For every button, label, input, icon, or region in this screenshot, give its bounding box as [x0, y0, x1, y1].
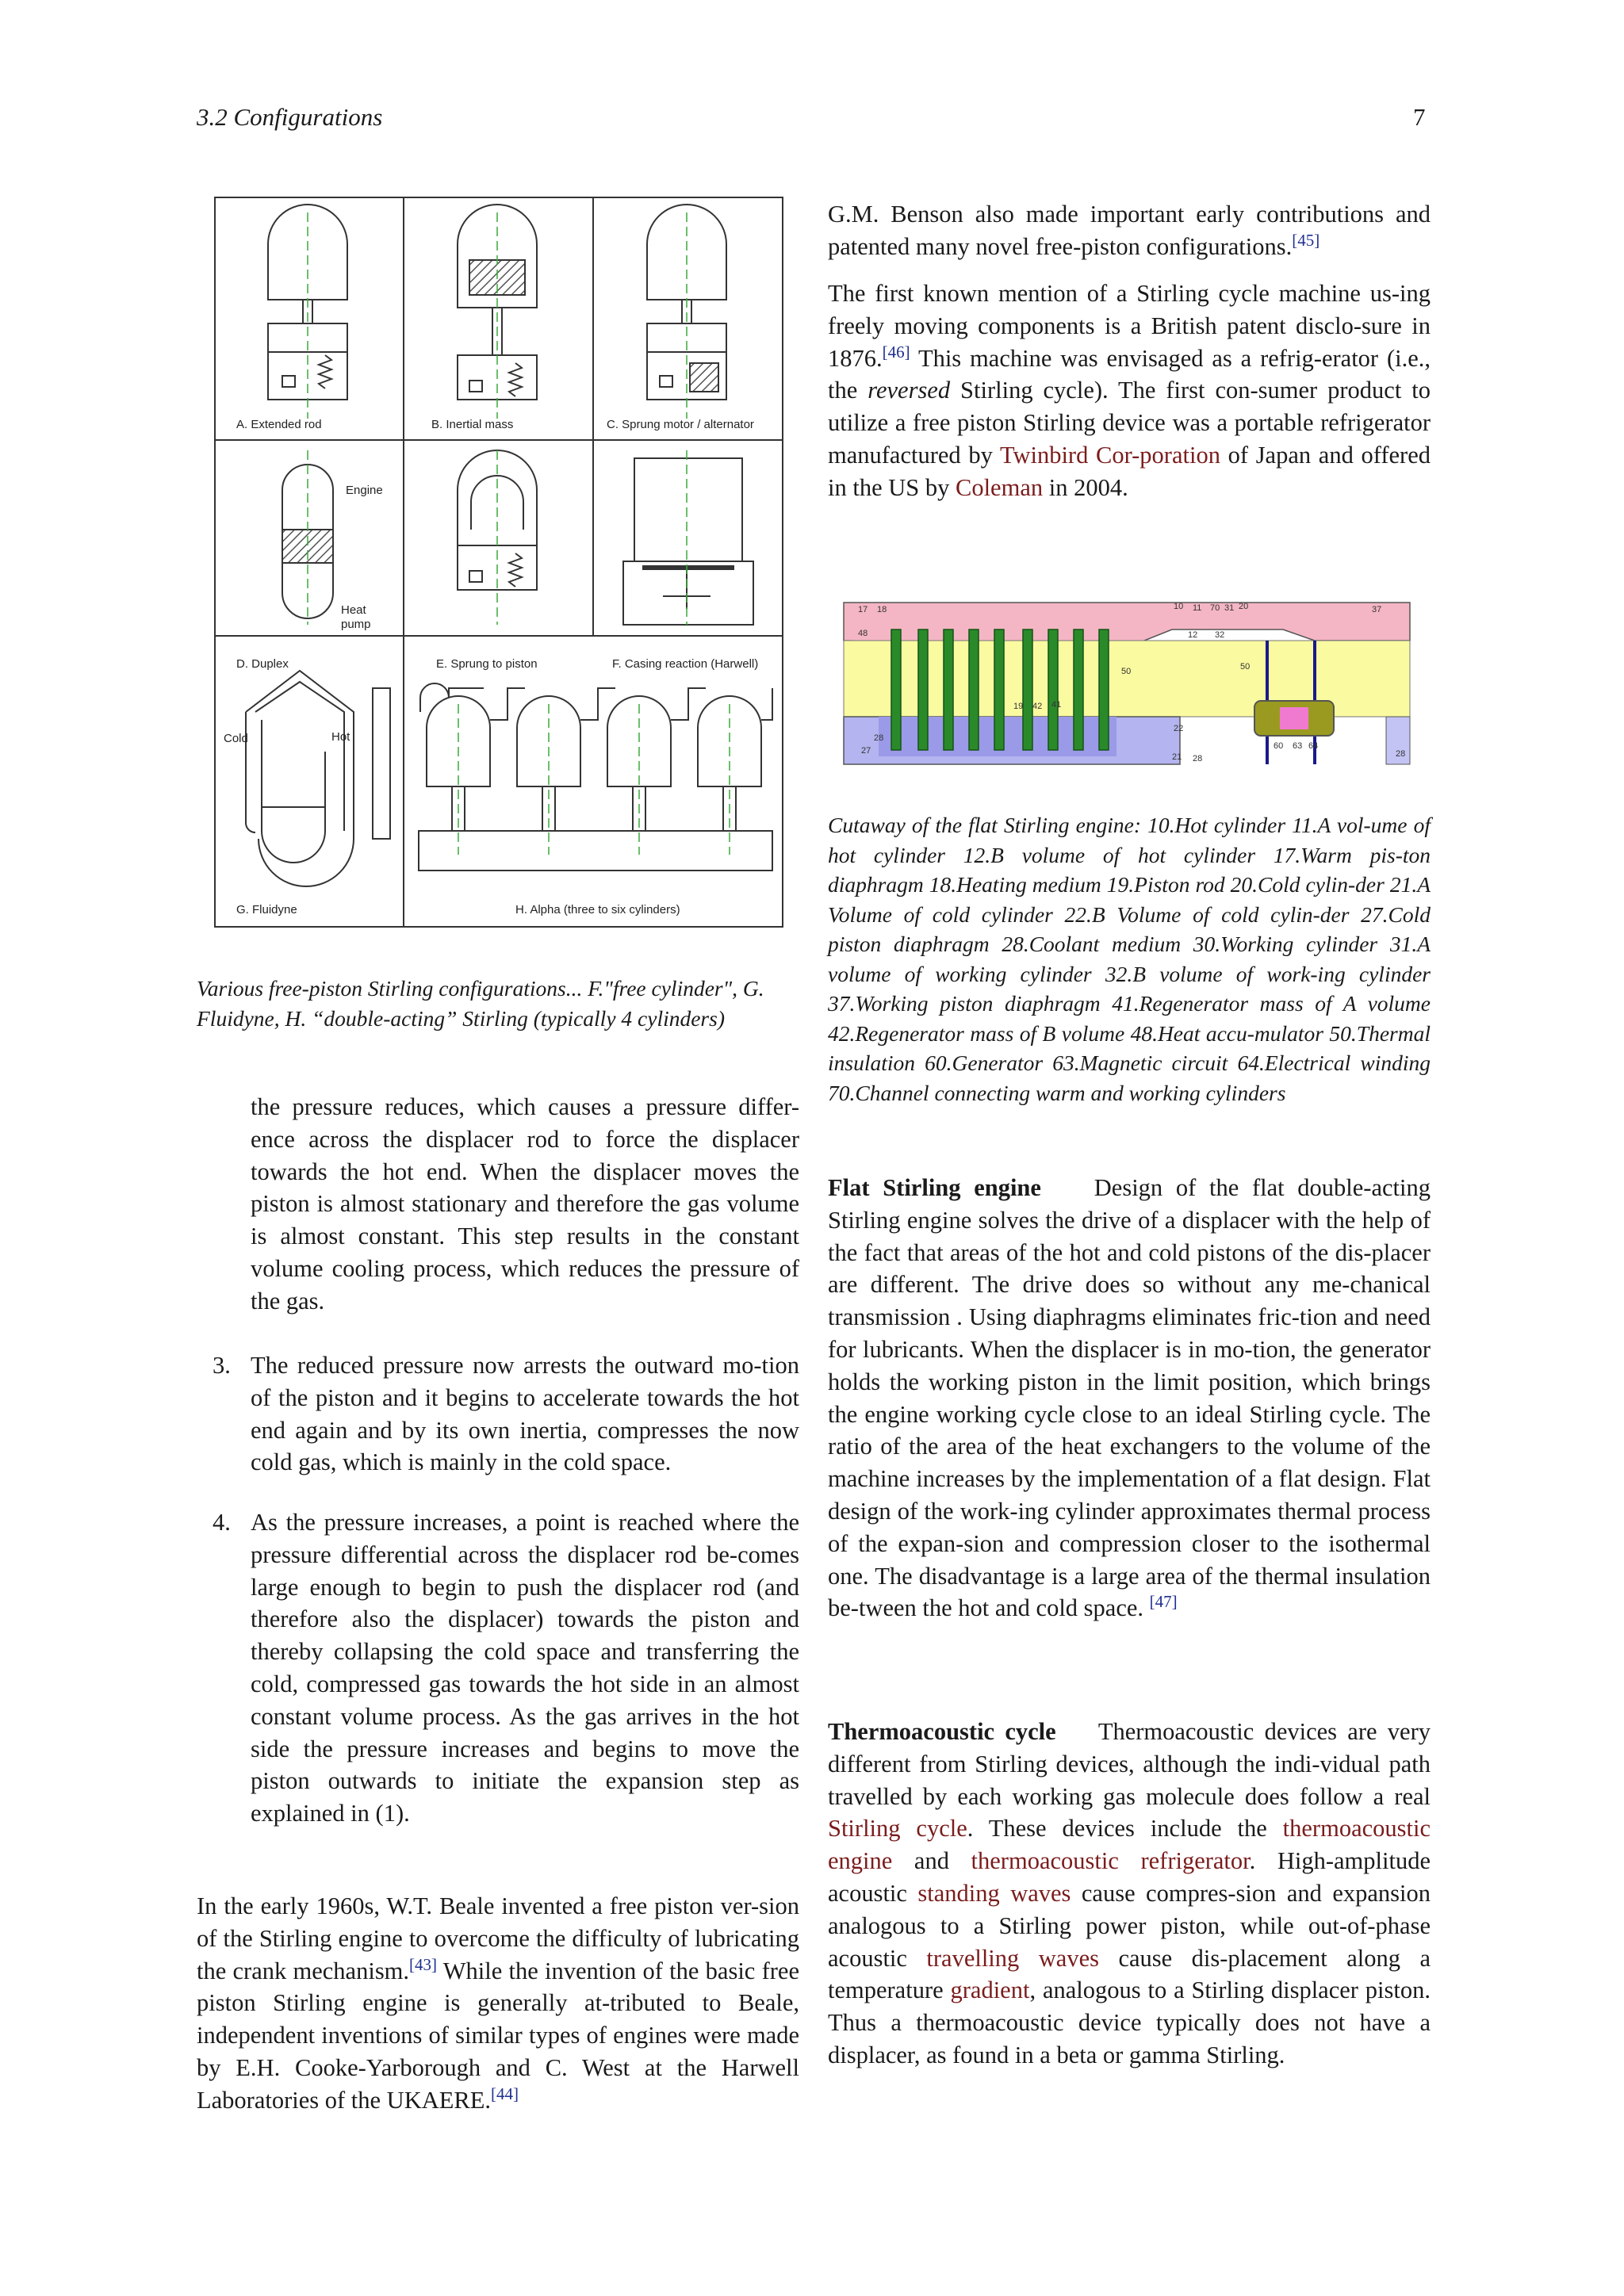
benson-text: G.M. Benson also made important early contributions and patented many novel free-piston configurations.	[828, 201, 1431, 260]
part-number-18: 18	[877, 605, 887, 614]
part-number-50b: 50	[1240, 662, 1251, 672]
thermoacoustic-text-1: Thermoacoustic devices are very different from Stirling devices, although the indi-vidual path travelled by each working gas molecule does follow a real	[828, 1718, 1431, 1810]
citation-44[interactable]: [44]	[490, 2084, 519, 2103]
list-number: 3.	[213, 1352, 231, 1379]
page-number: 7	[1413, 103, 1426, 131]
config-g-hot-label: Hot	[331, 730, 350, 744]
thermoacoustic-text-6: cause dis-placement along a temperature	[828, 1944, 1431, 2004]
first-mention-text-5: in 2004.	[1043, 473, 1128, 501]
part-number-11: 11	[1193, 603, 1202, 613]
citation-45[interactable]: [45]	[1292, 230, 1320, 250]
free-piston-configurations-figure	[214, 197, 783, 928]
config-a-label: A. Extended rod	[236, 418, 322, 431]
list-item-3	[213, 1349, 799, 1479]
list-item-4	[213, 1506, 799, 1830]
thermoacoustic-text-3: and	[892, 1847, 971, 1875]
list-text: The reduced pressure now arrests the outward mo-tion of the piston and it begins to accelerate towards the hot end again and by its own inertia, compresses the now cold gas, which is mainly in the cold space.	[251, 1352, 799, 1476]
link-travelling-waves[interactable]: travelling waves	[926, 1944, 1099, 1972]
part-number-50a: 50	[1121, 667, 1132, 676]
part-number-32: 32	[1215, 630, 1225, 640]
list-item-2-continuation: the pressure reduces, which causes a pressure differ-ence across the displacer rod to force the displacer towards the hot end. When the displacer moves the piston is almost stationary and therefore the gas volume is almost constant. This step results in the constant volume cooling process, which reduces the pressure of the gas.	[251, 1093, 799, 1314]
citation-46[interactable]: [46]	[882, 342, 910, 362]
first-mention-text-4: of Japan and offered in the US by	[828, 441, 1431, 501]
flat-stirling-heading: Flat Stirling engine	[828, 1174, 1041, 1201]
flat-stirling-text: Design of the flat double-acting Stirling engine solves the drive of a displacer with the help of the fact that areas of the hot and cold pistons of the dis-placer are different. The drive does so without any me-chanical transmission . Using diaphragms eliminates fric-tion and need for lubricants. When the displacer is in mo-tion, the generator holds the working piston in the limit position, which brings the engine working cycle close to an ideal Stirling cycle. The ratio of the area of the heat exchangers to the volume of the machine increases by the implementation of a flat design. Flat design of the work-ing cylinder approximates thermal process of the expan-sion and compression closer to the isothermal one. The disadvantage is a large area of the thermal insulation be-tween the hot and cold space.	[828, 1174, 1431, 1622]
thermoacoustic-heading: Thermoacoustic cycle	[828, 1718, 1056, 1745]
first-mention-text-2: This machine was envisaged as a refrig-erator (i.e., the	[828, 344, 1431, 404]
link-twinbird-corporation[interactable]: Twinbird Cor-poration	[999, 441, 1220, 469]
beale-text-1: In the early 1960s, W.T. Beale invented a free piston ver-sion of the Stirling engine to overcome the difficulty of lubricating the crank mechanism.	[197, 1892, 799, 1984]
citation-43[interactable]: [43]	[409, 1954, 438, 1974]
config-f-label: F. Casing reaction (Harwell)	[612, 657, 759, 671]
emphasis-reversed: reversed	[868, 377, 951, 404]
beale-paragraph	[197, 1890, 799, 2117]
part-number-20: 20	[1239, 602, 1249, 611]
part-number-70: 70	[1210, 603, 1220, 613]
list-text: As the pressure increases, a point is reached where the pressure differential across the displacer rod be-comes large enough to begin to push the displacer rod (and therefore also the displacer) towards the piston and thereby collapsing the cold space and transferring the cold, compressed gas towards the hot side in an almost constant volume process. As the gas arrives in the hot side the pressure increases and begins to move the piston outwards to initiate the expansion step as explained in (1).	[251, 1509, 799, 1827]
part-number-28b: 28	[1193, 754, 1203, 763]
figure-left-caption: Various free-piston Stirling configurations... F."free cylinder", G. Fluidyne, H. “double-acting” Stirling (typically 4 cylinders)	[197, 976, 764, 1031]
first-mention-text-3: Stirling cycle). The first con-sumer product to utilize a free piston Stirling device was a portable refrigerator manufactured by	[828, 377, 1431, 469]
thermoacoustic-paragraph	[828, 1716, 1431, 2072]
link-coleman[interactable]: Coleman	[955, 473, 1044, 501]
config-h-label: H. Alpha (three to six cylinders)	[515, 903, 680, 916]
link-thermoacoustic-refrigerator[interactable]: thermoacoustic refrigerator	[971, 1847, 1250, 1875]
config-e-label: E. Sprung to piston	[436, 657, 538, 671]
part-number-64: 64	[1308, 741, 1319, 751]
part-number-37: 37	[1372, 605, 1382, 614]
part-number-12: 12	[1188, 630, 1198, 640]
config-b-label: B. Inertial mass	[431, 418, 514, 431]
part-number-42: 42	[1032, 702, 1043, 711]
running-header-section: 3.2 Configurations	[197, 103, 383, 131]
first-mention-text-1: The first known mention of a Stirling cycle machine us-ing freely moving components is a British patent disclo-sure in 1876.	[828, 280, 1431, 372]
config-d-heat-label: Heat	[341, 603, 366, 617]
part-number-21: 21	[1172, 752, 1182, 762]
list-number: 4.	[213, 1509, 231, 1536]
part-number-17: 17	[858, 605, 868, 614]
link-standing-waves[interactable]: standing waves	[917, 1879, 1071, 1907]
part-number-28c: 28	[1396, 749, 1406, 759]
figure-right-caption: Cutaway of the flat Stirling engine: 10.Hot cylinder 11.A vol-ume of hot cylinder 12.B volume of hot cylinder 17.Warm pis-ton diaphragm 18.Heating medium 19.Piston rod 20.Cold cylin-der 21.A Volume of cold cylinder 22.B Volume of cold cylin-der 27.Cold piston diaphragm 28.Coolant medium 30.Working cylinder 31.A volume of working cylinder 32.B volume of work-ing cylinder 37.Working piston diaphragm 41.Regenerator mass of A volume 42.Regenerator mass of B volume 48.Heat accu-mulator 50.Thermal insulation 60.Generator 63.Magnetic circuit 64.Electrical winding 70.Channel connecting warm and working cylinders	[828, 813, 1431, 1105]
thermoacoustic-text-7: , analogous to a Stirling displacer piston. Thus a thermoacoustic device typically does not have a displacer, as found in a beta or gamma Stirling.	[828, 1976, 1431, 2068]
part-number-48: 48	[858, 629, 868, 638]
part-number-28a: 28	[874, 733, 884, 743]
part-number-41: 41	[1051, 700, 1062, 710]
thermoacoustic-text-4: . High-amplitude acoustic	[828, 1847, 1431, 1907]
part-number-10: 10	[1174, 602, 1184, 611]
part-number-31: 31	[1224, 603, 1235, 613]
first-mention-paragraph	[828, 277, 1431, 504]
flat-stirling-paragraph	[828, 1172, 1431, 1624]
benson-paragraph	[828, 198, 1431, 263]
link-thermoacoustic-engine[interactable]: thermoacoustic engine	[828, 1815, 1431, 1875]
config-c-label: C. Sprung motor / alternator	[607, 418, 754, 431]
beale-text-2: While the invention of the basic free piston Stirling engine is generally at-tributed to Beale, independent inventions of similar types of engines were made by E.H. Cooke-Yarborough and C. West at the Harwell Laboratories of the UKAERE.	[197, 1957, 799, 2114]
flat-stirling-cutaway-figure	[839, 598, 1415, 777]
config-g-label: G. Fluidyne	[236, 903, 297, 916]
part-number-60: 60	[1274, 741, 1284, 751]
config-d-pump-label: pump	[341, 618, 371, 631]
thermoacoustic-text-5: cause compres-sion and expansion analogous to a Stirling power piston, while out-of-phase acoustic	[828, 1879, 1431, 1972]
link-gradient[interactable]: gradient	[950, 1976, 1030, 2004]
link-stirling-cycle[interactable]: Stirling cycle	[828, 1815, 967, 1843]
config-g-cold-label: Cold	[224, 732, 248, 745]
part-number-63: 63	[1293, 741, 1303, 751]
thermoacoustic-text-2: . These devices include the	[967, 1815, 1283, 1843]
citation-47[interactable]: [47]	[1149, 1592, 1178, 1612]
config-d-engine-label: Engine	[346, 484, 383, 497]
config-d-label: D. Duplex	[236, 657, 289, 671]
part-number-22: 22	[1174, 724, 1184, 733]
part-number-27: 27	[861, 746, 871, 756]
part-number-19: 19	[1013, 702, 1024, 711]
